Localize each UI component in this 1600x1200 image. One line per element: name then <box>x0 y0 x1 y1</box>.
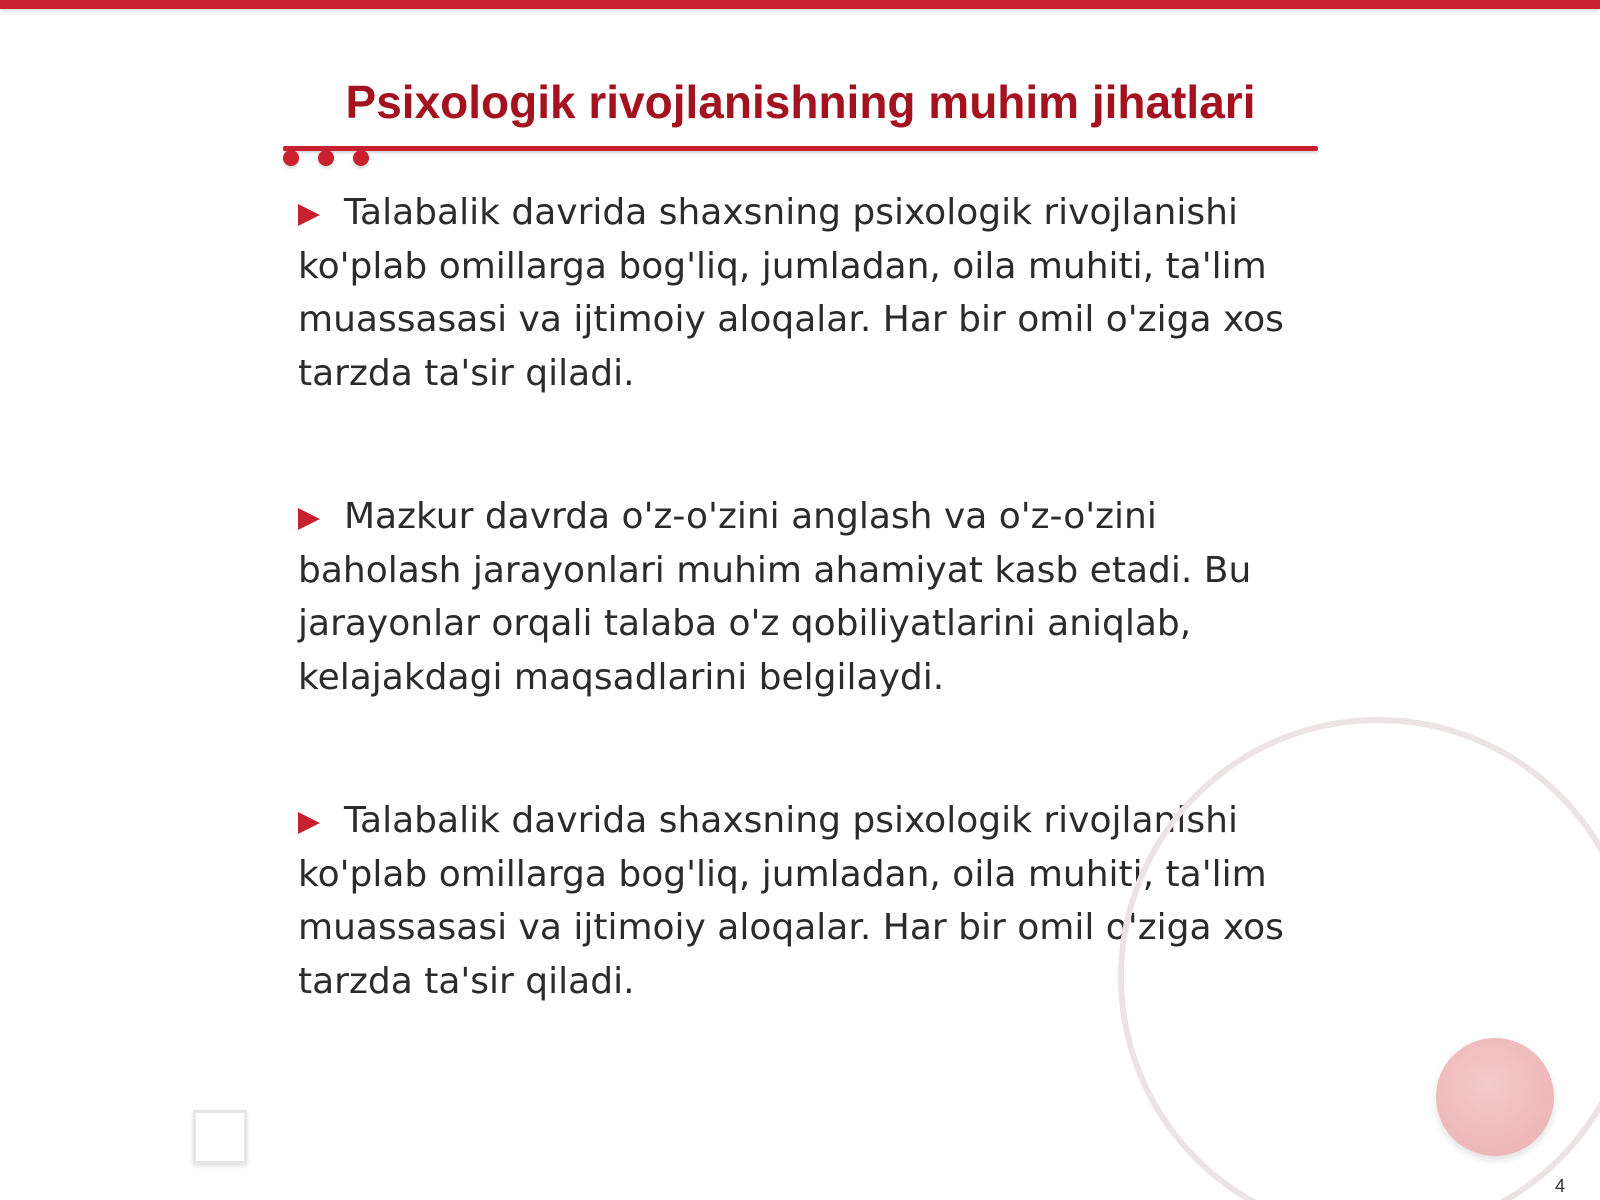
decorative-dot <box>283 150 299 166</box>
bullet-item <box>298 490 1288 704</box>
decorative-circle <box>1436 1038 1554 1156</box>
slide-title: Psixologik rivojlanishning muhim jihatlari <box>345 76 1256 128</box>
decorative-dot <box>353 150 369 166</box>
triangle-right-icon <box>298 508 320 530</box>
bullet-text: Mazkur davrda o'z-o'zini anglash va o'z-o'zini baholash jarayonlari muhim ahamiyat kasb etadi. Bu jarayonlar orqali talaba o'z qobiliyatlarini aniqlab, kelajakdagi maqsadlarini belgilaydi. <box>298 496 1252 698</box>
page-number: 4 <box>1555 1176 1566 1196</box>
bullet-text: Talabalik davrida shaxsning psixologik rivojlanishi ko'plab omillarga bog'liq, jumladan, oila muhiti, ta'lim muassasasi va ijtimoiy aloqalar. Har bir omil o'ziga xos tarzda ta'sir qiladi. <box>298 192 1284 394</box>
bullet-text: Talabalik davrida shaxsning psixologik rivojlanishi ko'plab omillarga bog'liq, jumladan, oila muhiti, ta'lim muassasasi va ijtimoiy aloqalar. Har bir omil o'ziga xos tarzda ta'sir qiladi. <box>298 800 1284 1002</box>
title-underline <box>283 146 1318 151</box>
bullet-item <box>298 186 1288 400</box>
triangle-right-icon <box>298 812 320 834</box>
top-accent-bar <box>0 0 1600 9</box>
triangle-right-icon <box>298 204 320 226</box>
decorative-dot <box>318 150 334 166</box>
decorative-square <box>193 1110 247 1164</box>
